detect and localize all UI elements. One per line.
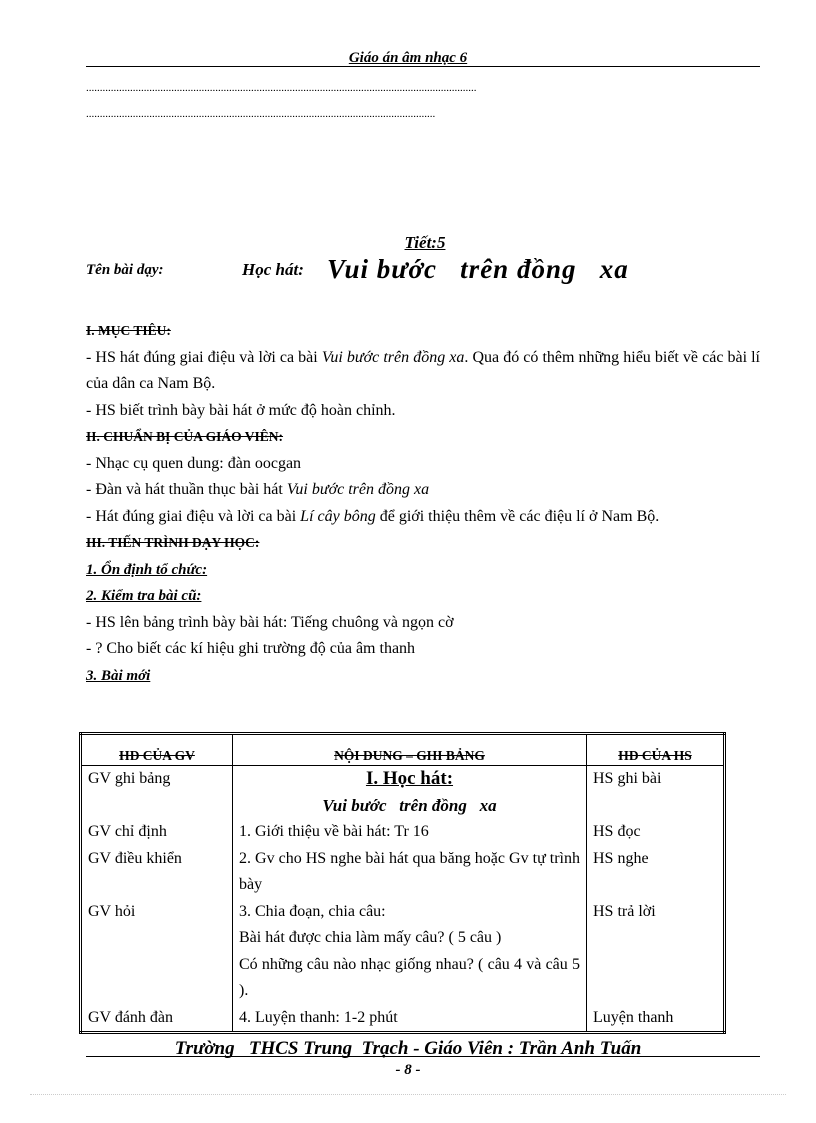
table-header-row — [81, 734, 725, 766]
blank-dotted-line-1: .............................................................................................................................................. — [86, 82, 477, 94]
teacher-activity-2: GV chỉ định — [88, 823, 167, 840]
objective-1-text-b: . Qua đó có thêm những hiểu biết về các bài lí của dân ca Nam Bộ. — [86, 348, 760, 392]
student-spacer — [593, 978, 717, 1005]
section-preparation-title: II. CHUẨN BỊ CỦA GIÁO VIÊN: — [86, 429, 284, 444]
page-bottom-edge — [30, 1094, 786, 1095]
step-3-title: 3. Bài mới — [86, 667, 151, 684]
student-activity-4: HS trả lời — [593, 902, 656, 920]
step-1-title: 1. Ổn định tổ chức: — [86, 561, 208, 578]
lesson-song-title: Vui bước trên đồng xa — [327, 254, 629, 284]
teacher-spacer — [88, 978, 226, 1005]
objective-1 — [86, 345, 760, 398]
lesson-period: Tiết:5 — [404, 233, 446, 252]
teacher-activity-5: GV đánh đàn — [88, 1008, 174, 1026]
table-row — [81, 766, 725, 1033]
page-number: - 8 - — [395, 1062, 421, 1078]
content-item-2: 2. Gv cho HS nghe bài hát qua băng hoặc Gv tự trình bày — [239, 849, 580, 893]
page-footer-school: Trường THCS Trung Trạch - Giáo Viên : Trần Anh Tuấn — [174, 1038, 642, 1059]
header-content: NỘI DUNG – GHI BẢNG — [233, 734, 587, 766]
student-spacer — [593, 925, 717, 952]
content-section-title: I. Học hát: — [365, 768, 454, 789]
section-objectives-title: I. MỤC TIÊU: — [86, 323, 171, 338]
student-activity: HS ghi bài — [593, 770, 662, 787]
content-song-title: Vui bước trên đồng xa — [322, 795, 497, 815]
lesson-body — [86, 318, 760, 689]
content-item-3: 3. Chia đoạn, chia câu: — [239, 902, 386, 920]
teacher-activity: GV ghi bảng — [88, 770, 171, 787]
objective-1-song: Vui bước trên đồng xa — [321, 348, 465, 366]
preparation-2-song: Vui bước trên đồng xa — [286, 481, 430, 498]
lesson-plan-table — [79, 732, 726, 1034]
lesson-name-label: Tên bài dạy: — [86, 262, 164, 278]
header-divider — [86, 66, 760, 67]
preparation-3-text: - Hát đúng giai điệu và lời ca bài — [86, 507, 301, 525]
lesson-type: Học hát: — [242, 260, 304, 279]
header-teacher-activity: HĐ CỦA GV — [81, 734, 233, 766]
teacher-spacer — [88, 952, 226, 979]
section-process-title: III. TIẾN TRÌNH DẠY HỌC: — [86, 535, 260, 550]
teacher-spacer — [88, 872, 226, 899]
blank-dotted-line-2: ............................................................................................................................... — [86, 108, 436, 120]
content-item-3-q2: Có những câu nào nhạc giống nhau? ( câu 4 và câu 5 ). — [239, 955, 580, 999]
preparation-2-text: - Đàn và hát thuần thục bài hát — [86, 481, 287, 498]
student-activity-3: HS nghe — [593, 849, 649, 867]
teacher-cell — [81, 766, 233, 1033]
teacher-activity-3: GV điều khiển — [88, 849, 182, 867]
preparation-1: - Nhạc cụ quen dung: đàn oocgan — [86, 454, 302, 472]
preparation-2 — [86, 477, 760, 504]
teacher-spacer — [88, 925, 226, 952]
objective-1-text: - HS hát đúng giai điệu và lời ca bài — [86, 348, 322, 366]
preparation-3-text-b: để giới thiệu thêm về các điệu lí ở Nam Bộ. — [375, 507, 660, 525]
preparation-3 — [86, 504, 760, 531]
content-cell — [233, 766, 587, 1033]
student-cell — [587, 766, 725, 1033]
preparation-3-song: Lí cây bông — [300, 507, 376, 525]
teacher-activity-4: GV hỏi — [88, 902, 136, 920]
student-activity-5: Luyện thanh — [593, 1008, 674, 1026]
content-item-1: 1. Giới thiệu về bài hát: Tr 16 — [239, 823, 429, 840]
footer-divider — [86, 1056, 760, 1057]
objective-2: - HS biết trình bày bài hát ở mức độ hoàn chỉnh. — [86, 401, 396, 419]
student-spacer — [593, 952, 717, 979]
page-header-title: Giáo án âm nhạc 6 — [348, 50, 468, 66]
student-activity-2: HS đọc — [593, 823, 641, 840]
student-spacer — [593, 793, 717, 820]
step-2-line-2: - ? Cho biết các kí hiệu ghi trường độ của âm thanh — [86, 640, 416, 657]
header-student-activity: HĐ CỦA HS — [587, 734, 725, 766]
step-2-line-1: - HS lên bảng trình bày bài hát: Tiếng chuông và ngọn cờ — [86, 613, 454, 631]
step-2-title: 2. Kiểm tra bài cũ: — [86, 588, 202, 604]
content-item-3-q1: Bài hát được chia làm mấy câu? ( 5 câu ) — [239, 929, 502, 946]
content-item-4: 4. Luyện thanh: 1-2 phút — [239, 1008, 398, 1026]
teacher-activity-cont — [88, 793, 226, 820]
student-spacer — [593, 872, 717, 899]
